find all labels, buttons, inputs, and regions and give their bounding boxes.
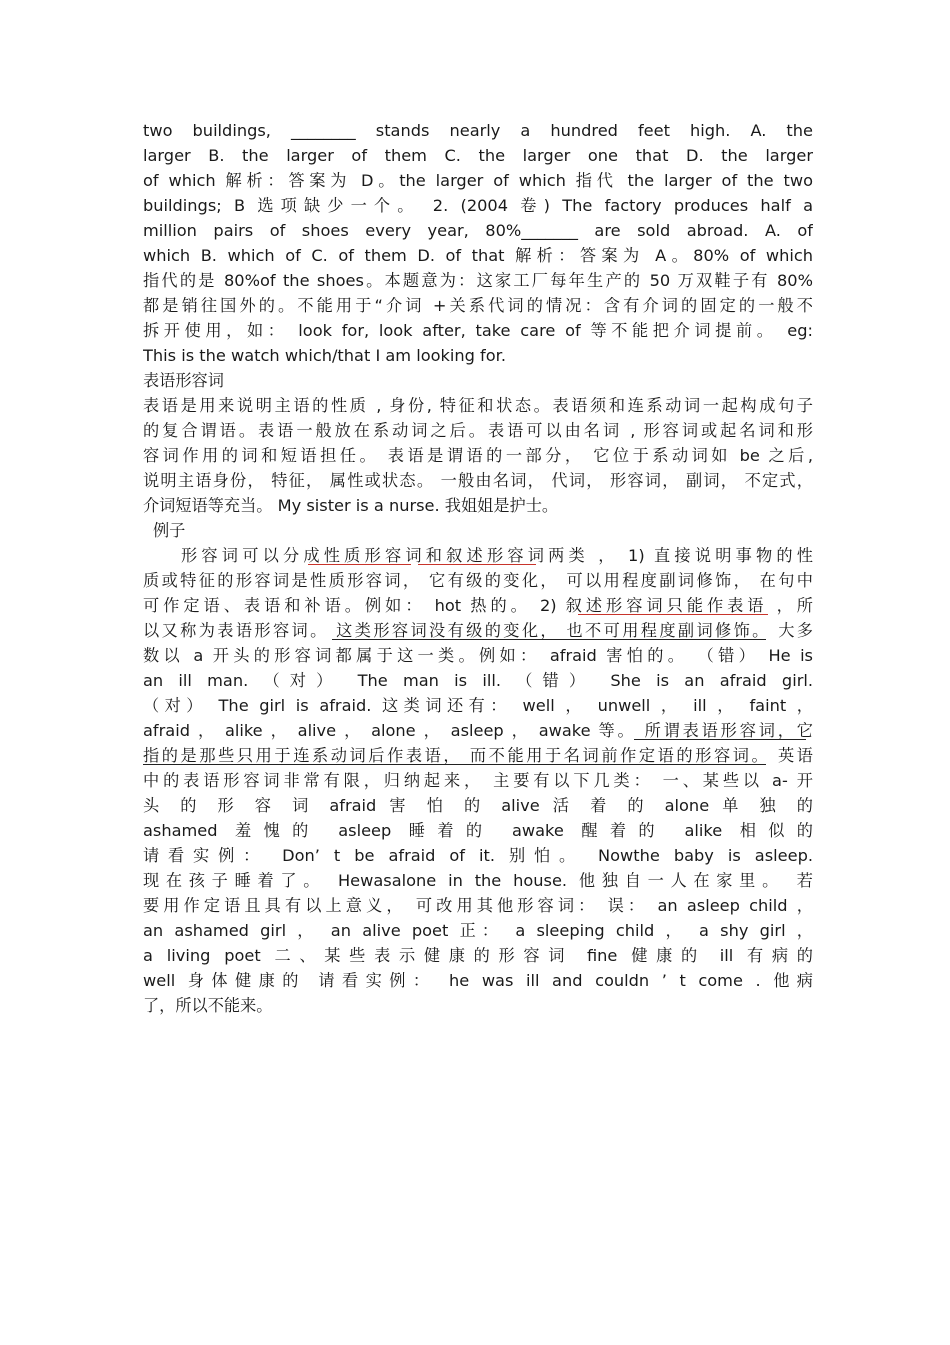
text-line-5: million pairs of shoes every year, 80%_______ are sold abroad. A. of xyxy=(143,221,813,240)
text-line-27: 中的表语形容词非常有限，归纳起来， 主要有以下几类： 一、某些以 a- 开 xyxy=(143,771,813,790)
underline-6 xyxy=(143,764,766,765)
text-line-31: 现在孩子睡着了。 Hewasalone in the house. 他独自一人在家里。 若 xyxy=(143,871,813,890)
text-line-7: 指代的是 80%of the shoes。本题意为：这家工厂每年生产的 50 万双鞋子有 80% xyxy=(143,271,813,290)
text-line-35: well 身体健康的 请看实例： he was ill and couldn ’ t come . 他病 xyxy=(143,971,813,990)
text-line-12: 表语是用来说明主语的性质 , 身份, 特征和状态。表语须和连系动词一起构成句子 xyxy=(143,396,813,415)
text-line-3: of which 解析：答案为 D。the larger of which 指代 the larger of the two xyxy=(143,171,813,190)
text-line-26: 指的是那些只用于连系动词后作表语， 而不能用于名词前作定语的形容词。 英语 xyxy=(143,746,813,765)
text-line-21: 以又称为表语形容词。 这类形容词没有级的变化， 也不可用程度副词修饰。 大多 xyxy=(143,621,813,640)
text-line-22: 数以 a 开头的形容词都属于这一类。例如： afraid 害怕的。 （错） He is xyxy=(143,646,813,665)
text-line-29: ashamed 羞愧的 asleep 睡着的 awake 醒着的 alike 相似的 xyxy=(143,821,813,840)
text-line-24: （对） The girl is afraid. 这类词还有： well ， unwell ， ill ， faint ， xyxy=(143,696,813,715)
section-heading: 表语形容词 xyxy=(143,371,224,390)
text-line-33: an ashamed girl ， an alive poet 正： a sleeping child ， a shy girl ， xyxy=(143,921,813,940)
text-line-9: 拆开使用，如： look for, look after, take care of 等不能把介词提前。 eg: xyxy=(143,321,813,340)
text-line-15: 说明主语身份， 特征， 属性或状态。 一般由名词， 代词， 形容词， 副词， 不定式， xyxy=(143,471,813,490)
text-line-32: 要用作定语且具有以上意义， 可改用其他形容词： 误： an asleep child ， xyxy=(143,896,813,915)
red-underline-1 xyxy=(308,564,411,565)
text-line-18: 形容词可以分成性质形容词和叙述形容词两类 ， 1) 直接说明事物的性 xyxy=(181,546,813,565)
text-line-19: 质或特征的形容词是性质形容词， 它有级的变化， 可以用程度副词修饰， 在句中 xyxy=(143,571,813,590)
text-line-23: an ill man. （对） The man is ill. （错） She is an afraid girl. xyxy=(143,671,813,690)
text-line-36: 了，所以不能来。 xyxy=(143,996,273,1015)
red-underline-2 xyxy=(418,564,536,565)
text-line-2: larger B. the larger of them C. the larger one that D. the larger xyxy=(143,146,813,165)
text-line-14: 容词作用的词和短语担任。 表语是谓语的一部分， 它位于系动词如 be 之后, xyxy=(143,446,813,465)
text-line-4: buildings; B 选项缺少一个。 2. (2004 卷) The factory produces half a xyxy=(143,196,813,215)
underline-5 xyxy=(634,739,806,740)
text-line-8: 都是销往国外的。不能用于“介词 +关系代词的情况：含有介词的固定的一般不 xyxy=(143,296,813,315)
text-line-28: 头 的 形 容 词 afraid 害 怕 的 alive 活 着 的 alone 单 独 的 xyxy=(143,796,813,815)
text-line-16: 介词短语等充当。 My sister is a nurse. 我姐姐是护士。 xyxy=(143,496,559,515)
red-underline-3 xyxy=(578,614,768,615)
underline-4 xyxy=(332,639,766,640)
text-line-6: which B. which of C. of them D. of that 解析：答案为 A。80% of which xyxy=(143,246,813,265)
text-line-1: two buildings, ________ stands nearly a hundred feet high. A. the xyxy=(143,121,813,140)
text-line-30: 请看实例： Don’ t be afraid of it. 别怕。 Nowthe baby is asleep. xyxy=(143,846,813,865)
text-line-20: 可作定语、表语和补语。例如： hot 热的。 2) 叙述形容词只能作表语 ，所 xyxy=(143,596,813,615)
text-line-25: afraid ， alike ， alive ， alone ， asleep ， awake 等。 所谓表语形容词，它 xyxy=(143,721,813,740)
example-heading: 例子 xyxy=(153,521,186,540)
text-line-34: a living poet 二、某些表示健康的形容词 fine 健康的 ill 有病的 xyxy=(143,946,813,965)
text-line-10: This is the watch which/that I am looking for. xyxy=(143,346,506,365)
text-line-13: 的复合谓语。表语一般放在系动词之后。表语可以由名词 , 形容词或起名词和形 xyxy=(143,421,813,440)
